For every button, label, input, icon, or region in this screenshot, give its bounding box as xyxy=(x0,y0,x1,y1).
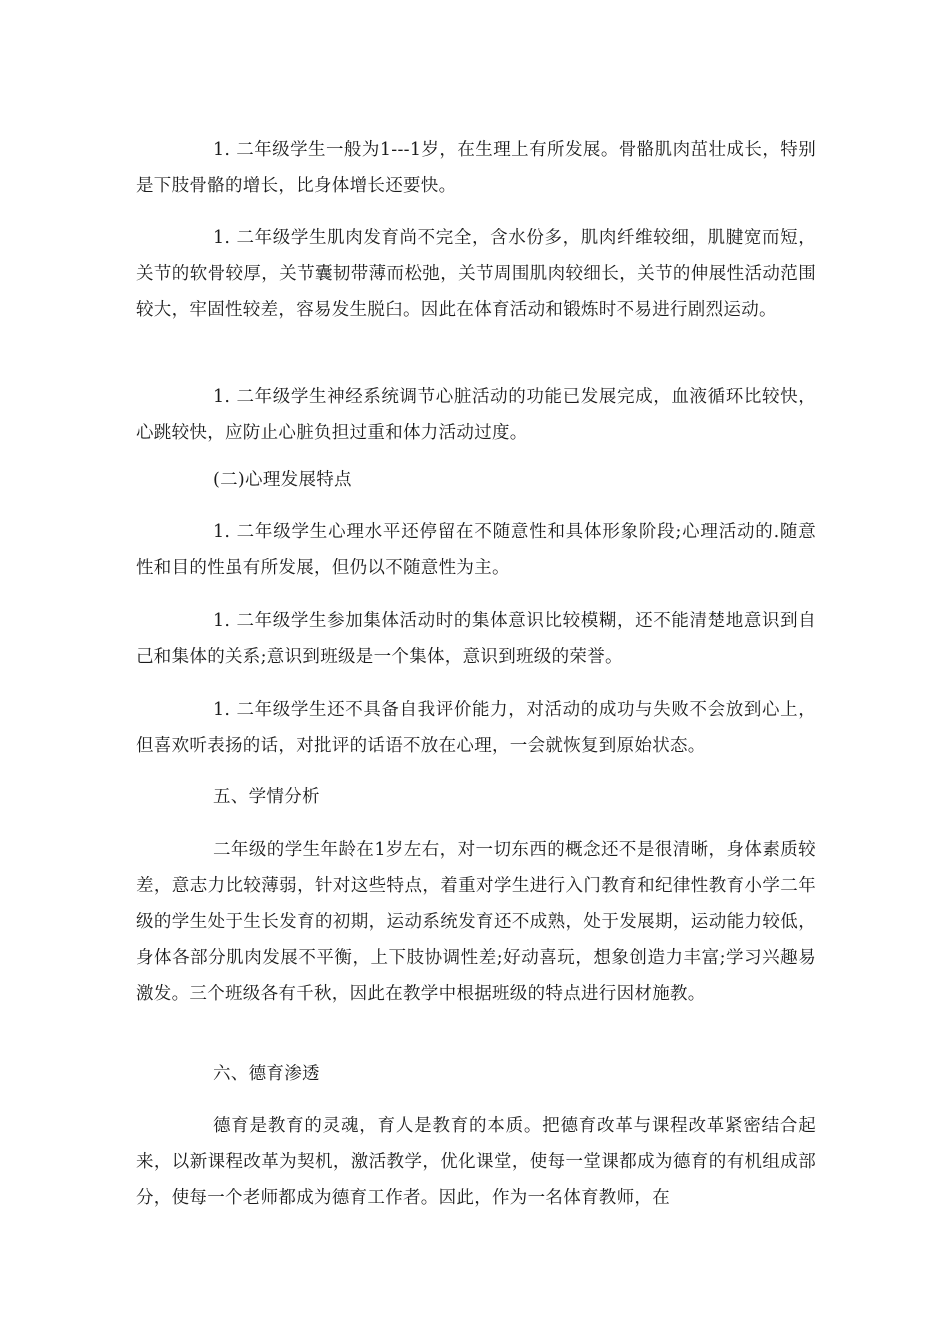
paragraph-nervous-system: 1. 二年级学生神经系统调节心脏活动的功能已发展完成，血液循环比较快，心跳较快，应防止心脏负担过重和体力活动过度。 xyxy=(136,387,816,443)
paragraph-collective-awareness: 1. 二年级学生参加集体活动时的集体意识比较模糊，还不能清楚地意识到自己和集体的关系;意识到班级是一个集体，意识到班级的荣誉。 xyxy=(136,611,816,667)
paragraph-self-evaluation: 1. 二年级学生还不具备自我评价能力，对活动的成功与失败不会放到心上，但喜欢听表扬的话，对批评的话语不放在心理，一会就恢复到原始状态。 xyxy=(136,700,816,756)
section-heading-learning-analysis: 五、学情分析 xyxy=(213,787,320,807)
section-heading-moral-education: 六、德育渗透 xyxy=(213,1064,320,1084)
paragraph-physical-growth: 1. 二年级学生一般为1---1岁，在生理上有所发展。骨骼肌肉茁壮成长，特别是下肢骨骼的增长，比身体增长还要快。 xyxy=(136,140,816,196)
section-heading-psychology: (二)心理发展特点 xyxy=(213,470,352,490)
paragraph-psychology-level: 1. 二年级学生心理水平还停留在不随意性和具体形象阶段;心理活动的.随意性和目的性虽有所发展，但仍以不随意性为主。 xyxy=(136,522,816,578)
paragraph-learning-analysis: 二年级的学生年龄在1岁左右，对一切东西的概念还不是很清晰，身体素质较差，意志力比较薄弱，针对这些特点，着重对学生进行入门教育和纪律性教育小学二年级的学生处于生长发育的初期，运动系统发育还不成熟，处于发展期，运动能力较低，身体各部分肌肉发展不平衡，上下肢协调性差;好动喜玩，想象创造力丰富;学习兴趣易激发。三个班级各有千秋，因此在教学中根据班级的特点进行因材施教。 xyxy=(136,840,816,1004)
paragraph-moral-education: 德育是教育的灵魂，育人是教育的本质。把德育改革与课程改革紧密结合起来，以新课程改革为契机，激活教学，优化课堂，使每一堂课都成为德育的有机组成部分，使每一个老师都成为德育工作者。因此，作为一名体育教师，在 xyxy=(136,1116,816,1208)
paragraph-muscle-development: 1. 二年级学生肌肉发育尚不完全，含水份多，肌肉纤维较细，肌腱宽而短，关节的软骨较厚，关节囊韧带薄而松弛，关节周围肌肉较细长，关节的伸展性活动范围较大，牢固性较差，容易发生脱臼。因此在体育活动和锻炼时不易进行剧烈运动。 xyxy=(136,228,816,320)
